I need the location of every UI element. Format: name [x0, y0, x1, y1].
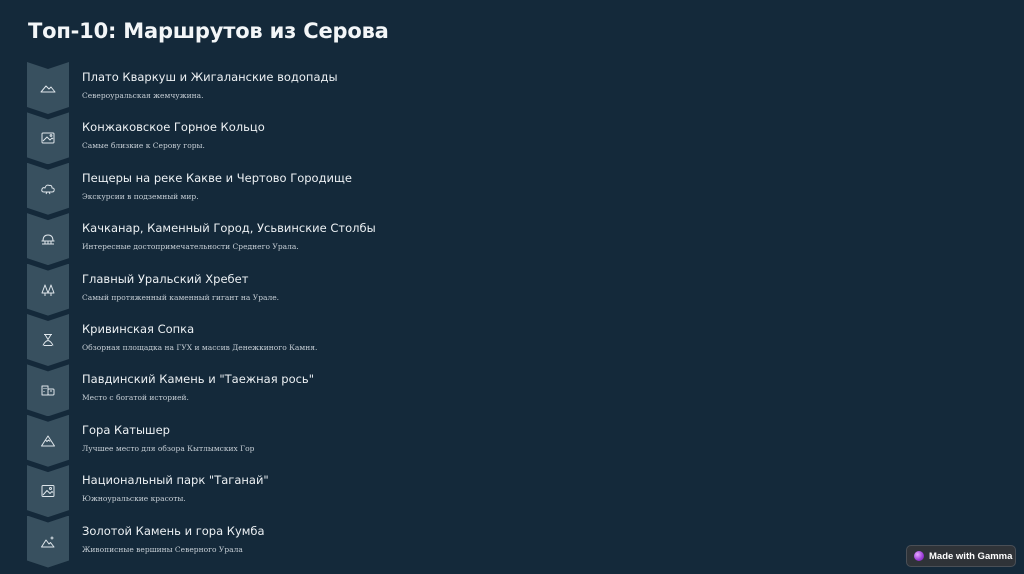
- list-item: [27, 264, 627, 314]
- gamma-logo-icon: [914, 551, 924, 561]
- badge-label: Made with Gamma: [929, 550, 1013, 562]
- list-item: [27, 112, 627, 162]
- route-title: Гора Катышер: [82, 422, 170, 437]
- hourglass-icon: [40, 333, 56, 347]
- peak-icon: [40, 434, 56, 448]
- route-title: Качканар, Каменный Город, Усьвинские Столбы: [82, 221, 376, 236]
- list-item: [27, 314, 627, 364]
- route-title: Кривинская Сопка: [82, 321, 195, 336]
- buildings-icon: [40, 383, 56, 397]
- cloud-icon: [40, 182, 56, 196]
- picture-icon: [40, 484, 56, 498]
- route-description: Интересные достопримечательности Среднего Урала.: [82, 242, 299, 252]
- route-title: Конжаковское Горное Кольцо: [82, 120, 265, 135]
- route-title: Плато Кваркуш и Жигаланские водопады: [82, 70, 338, 84]
- list-item: [27, 465, 627, 515]
- route-title: Главный Уральский Хребет: [82, 271, 249, 286]
- list-item: [27, 415, 627, 465]
- list-item: [27, 163, 627, 213]
- route-description: Самые близкие к Серову горы.: [82, 141, 205, 151]
- route-description: Место с богатой историей.: [82, 393, 189, 403]
- page-title: Топ-10: Маршрутов из Серова: [28, 19, 389, 43]
- route-description: Самый протяженный каменный гигант на Урале.: [82, 292, 280, 302]
- route-description: Южноуральские красоты.: [82, 494, 186, 504]
- list-item: [27, 62, 627, 112]
- route-description: Североуральская жемчужина.: [82, 91, 204, 100]
- list-item: [27, 364, 627, 414]
- list-item: [27, 213, 627, 263]
- route-title: Павдинский Камень и "Таежная рось": [82, 372, 314, 387]
- dome-icon: [40, 232, 56, 246]
- route-title: Золотой Камень и гора Кумба: [82, 523, 265, 538]
- trees-icon: [40, 283, 56, 297]
- routes-list: [27, 62, 627, 566]
- image-icon: [40, 131, 56, 145]
- route-description: Живописные вершины Северного Урала: [82, 544, 243, 554]
- route-description: Лучшее место для обзора Кытлымских Гор: [82, 443, 255, 453]
- mountains-icon: [40, 81, 56, 95]
- route-description: Экскурсии в подземный мир.: [82, 191, 199, 201]
- made-with-gamma-badge[interactable]: [906, 545, 1016, 567]
- route-title: Национальный парк "Таганай": [82, 473, 269, 488]
- list-item: [27, 516, 627, 566]
- sparkle-mountain-icon: [40, 535, 56, 549]
- route-title: Пещеры на реке Какве и Чертово Городище: [82, 170, 352, 185]
- route-description: Обзорная площадка на ГУХ и массив Денежкиного Камня.: [82, 342, 318, 352]
